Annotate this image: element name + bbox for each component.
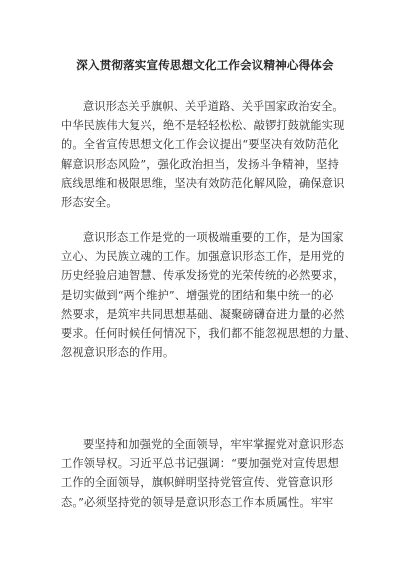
paragraph-line: 底线思维和极限思维，坚决有效防范化解风险，确保意识: [61, 176, 345, 190]
paragraph-line: 的。全省宣传思想文化工作会议提出“要坚决有效防范化: [61, 138, 339, 152]
paragraph-line: 意识形态关乎旗帜、关乎道路、关乎国家政治安全。: [83, 100, 344, 113]
paragraph-line: 是切实做到“两个维护”、增强党的团结和集中统一的必: [61, 288, 334, 302]
paragraph-line: 要求。任何时候任何情况下，我们都不能忽视思想的力量、: [61, 326, 356, 340]
paragraph-line: 解意识形态风险”，强化政治担当，发扬斗争精神，坚持: [61, 157, 339, 171]
paragraph-line: 形态安全。: [61, 195, 118, 209]
paragraph-line: 工作的全面领导，旗帜鲜明坚持党管宣传、党管意识形: [61, 476, 334, 490]
paragraph-line: 态。”必须坚持党的领导是意识形态工作本质属性。牢牢: [61, 495, 334, 509]
paragraph-line: 要坚持和加强党的全面领导，牢牢掌握党对意识形态: [83, 438, 344, 451]
paragraph-line: 忽视意识形态的作用。: [61, 346, 175, 360]
document-title: 深入贯彻落实宣传思想文化工作会议精神心得体会: [76, 58, 334, 72]
paragraph-line: 中华民族伟大复兴，绝不是轻轻松松、敲锣打鼓就能实现: [61, 119, 345, 133]
paragraph-line: 立心、为民族立魂的工作。加强意识形态工作，是用党的: [61, 250, 345, 264]
paragraph-line: 然要求，是筑牢共同思想基础、凝聚磅礴奋进力量的必然: [61, 307, 345, 321]
paragraph-line: 工作领导权。习近平总书记强调：“要加强党对宣传思想: [61, 457, 339, 471]
paragraph-ideology-work-importance: [61, 228, 361, 362]
paragraph-party-leadership: [61, 435, 361, 512]
paragraph-line: 历史经验启迪智慧、传承发扬党的光荣传统的必然要求，: [61, 269, 345, 283]
paragraph-line: 意识形态工作是党的一项极端重要的工作，是为国家: [83, 231, 344, 244]
paragraph-ideology-security: [61, 97, 361, 212]
